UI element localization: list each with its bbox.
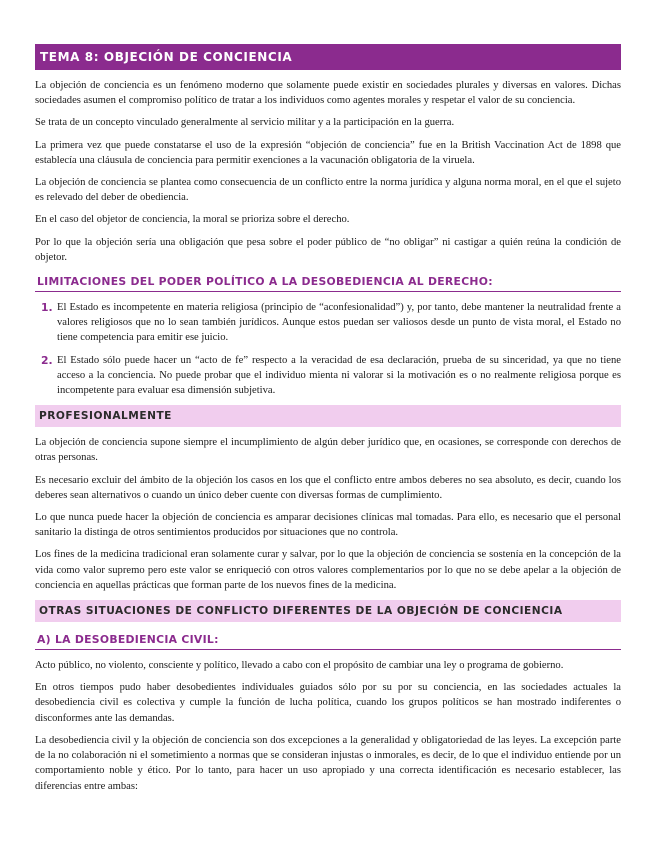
professional-heading: PROFESIONALMENTE xyxy=(35,405,621,427)
intro-paragraph-2: Se trata de un concepto vinculado generalmente al servicio militar y a la participación en la guerra. xyxy=(35,117,455,129)
limits-heading: LIMITACIONES DEL PODER POLÍTICO A LA DESOBEDIENCIA AL DERECHO: xyxy=(35,272,621,292)
document-content xyxy=(35,44,621,801)
civil-disobedience-heading: A) LA DESOBEDIENCIA CIVIL: xyxy=(35,630,621,650)
professional-paragraph-1: La objeción de conciencia supone siempre el incumplimiento de algún deber jurídico que, en ocasiones, se corresponde con derechos de otras personas. xyxy=(35,437,621,464)
page-title: TEMA 8: OBJECIÓN DE CONCIENCIA xyxy=(35,44,621,70)
list-item-text: El Estado es incompetente en materia religiosa (principio de “aconfesionalidad”) y, por tanto, debe mantener la neutralidad frente a valores religiosos que no lo sean también jurídicos. Aunque estos puedan ser valiosos desde un punto de vista moral, el Estado no tiene competencia para emitir ese juicio. xyxy=(57,302,621,344)
list-item xyxy=(35,300,621,346)
list-number: 1. xyxy=(41,301,53,315)
other-situations-heading: OTRAS SITUACIONES DE CONFLICTO DIFERENTES DE LA OBJECIÓN DE CONCIENCIA xyxy=(35,600,621,622)
professional-paragraph-4: Los fines de la medicina tradicional eran solamente curar y salvar, por lo que la objeción de conciencia se sostenía en la concepción de la vida como valor supremo pero este valor se enriqueció con otros valores complementarios por lo que no se debe apelar a la objeción de conciencia en aquellas prácticas que forman parte de los nuevos fines de la medicina. xyxy=(35,549,621,591)
civil-paragraph-1: Acto público, no violento, consciente y político, llevado a cabo con el propósito de cambiar una ley o programa de gobierno. xyxy=(35,660,564,672)
intro-paragraph-3: La primera vez que puede constatarse el uso de la expresión “objeción de conciencia” fue en la British Vaccination Act de 1898 que establecía una cláusula de conciencia para permitir exenciones a la vacunación obligatoria de la viruela. xyxy=(35,139,621,166)
intro-paragraph-4: La objeción de conciencia se plantea como consecuencia de un conflicto entre la norma jurídica y alguna norma moral, en el que el sujeto es relevado del deber de obediencia. xyxy=(35,177,621,204)
professional-paragraph-3: Lo que nunca puede hacer la objeción de conciencia es amparar decisiones clínicas mal tomadas. Para ello, es necesario que el personal sanitario la distinga de otros sentimientos producidos por situaciones que no controla. xyxy=(35,512,621,539)
civil-paragraph-2: En otros tiempos pudo haber desobedientes individuales guiados sólo por su por su conciencia, en las sociedades actuales la desobediencia civil es colectiva y cumple la función de lucha política, cuando los grupos políticos se han mostrado indiferentes o disconformes ante las demandas. xyxy=(35,682,621,724)
intro-paragraph-6: Por lo que la objeción sería una obligación que pesa sobre el poder público de “no obligar” ni castigar a quién reúna la condición de objetor. xyxy=(35,236,621,263)
civil-paragraph-3: La desobediencia civil y la objeción de conciencia son dos excepciones a la generalidad y obligatoriedad de las leyes. La excepción parte de la no colaboración ni el sometimiento a normas que se consideran injustas o inmorales, es decir, de lo que el individuo entiende por un comportamiento noble y ético. Por lo tanto, para hacer un uso apropiado y una correcta identificación es necesario establecer, las diferencias entre ambas: xyxy=(35,734,621,792)
professional-paragraph-2: Es necesario excluir del ámbito de la objeción los casos en los que el conflicto entre ambos deberes no sea absoluto, es decir, cuando los deberes sean alternativos o cuando un único deber cuente con diversas formas de cumplimiento. xyxy=(35,474,621,501)
list-item-text: El Estado sólo puede hacer un “acto de fe” respecto a la veracidad de esa declaración, prueba de su sinceridad, ya que no tiene acceso a la conciencia. No puede probar que el individuo mienta ni valorar si la motivación es o no realmente religiosa porque es incompetente para evaluar esa dimensión subjetiva. xyxy=(57,354,621,397)
intro-paragraph-5: En el caso del objetor de conciencia, la moral se prioriza sobre el derecho. xyxy=(35,214,350,226)
list-number: 2. xyxy=(41,353,53,367)
list-item xyxy=(35,353,621,399)
intro-paragraph-1: La objeción de conciencia es un fenómeno moderno que solamente puede existir en sociedades plurales y diversas en valores. Dichas sociedades asumen el compromiso político de tratar a los individuos como agentes morales y respetar el valor de su conciencia. xyxy=(35,80,621,107)
limits-list xyxy=(35,300,621,398)
